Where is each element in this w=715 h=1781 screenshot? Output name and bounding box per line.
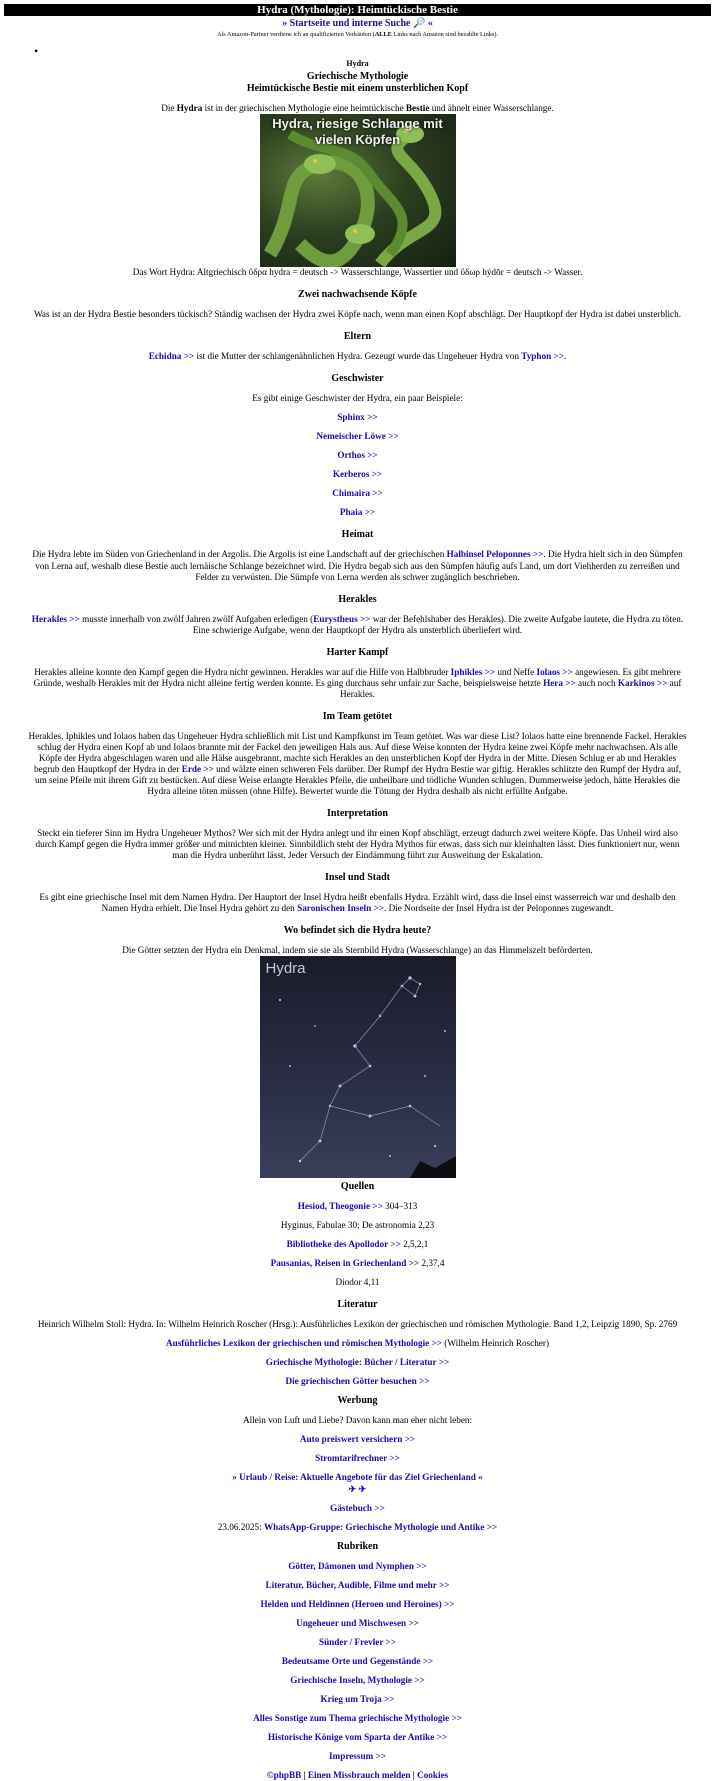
rubriken-list bbox=[28, 1561, 687, 1762]
link-sibling-kerberos[interactable]: Kerberos >> bbox=[332, 469, 383, 480]
heading-geschwister: Geschwister bbox=[331, 373, 384, 385]
quelle-hesiod bbox=[28, 1201, 687, 1212]
link-impressum[interactable]: Impressum >> bbox=[328, 1750, 386, 1761]
link-cookies[interactable]: Cookies bbox=[417, 1769, 449, 1780]
whatsapp-line bbox=[28, 1522, 687, 1533]
siblings-list bbox=[28, 412, 687, 518]
heading-rubriken: Rubriken bbox=[336, 1540, 379, 1552]
quelle-apollodor bbox=[28, 1239, 687, 1250]
herakles-text-a: musste innerhalb von zwölf Jahren zwölf Aufgaben erledigen ( bbox=[79, 613, 314, 624]
constellation-graphic bbox=[260, 956, 456, 1178]
kampf-text-c: angewiesen. Es gibt mehrere Gründe, weshalb Herakles mit der Hydra nicht alleine fertig werden konnte. Es ging durchaus sehr unfair zur Sache, beispielsweise hetzte bbox=[33, 666, 681, 688]
eltern-text-b: . bbox=[563, 351, 567, 362]
geschwister-text: Es gibt einige Geschwister der Hydra, ein paar Beispiele: bbox=[252, 393, 463, 404]
heading-herakles: Herakles bbox=[338, 593, 377, 605]
heute-text: Die Götter setzten der Hydra ein Denkmal, indem sie sie als Sternbild Hydra (Wasserschlange) an das Himmelszelt beförderten. bbox=[122, 945, 593, 956]
amazon-disclaimer-text: Als Amazon-Partner verdiene ich an qualifizierten Verkäufen ( bbox=[216, 31, 375, 38]
werbung-text: Allein von Luft und Liebe? Davon kann man eher nicht leben: bbox=[242, 1415, 473, 1426]
heading-heute: Wo befindet sich die Hydra heute? bbox=[283, 925, 432, 937]
heimat-text-a: Die Hydra lebte im Süden von Griechenland in der Argolis. Die Argolis ist eine Landschaft auf der griechischen bbox=[32, 549, 447, 560]
link-sibling-nemeischer-loewe[interactable]: Nemeischer Löwe >> bbox=[316, 431, 399, 442]
amazon-disclaimer-text-end: Links nach Amazon sind bezahlte Links). bbox=[391, 31, 499, 38]
link-sibling-orthos[interactable]: Orthos >> bbox=[337, 450, 378, 461]
intro-text bbox=[28, 103, 687, 114]
link-saronische-inseln[interactable]: Saronischen Inseln >> bbox=[297, 903, 384, 914]
link-rubrik-suender[interactable]: Sünder / Frevler >> bbox=[318, 1636, 397, 1647]
link-auto-versichern[interactable]: Auto preiswert versichern >> bbox=[299, 1434, 416, 1445]
herakles-text-b: war der Befehlshaber des Herakles). Die zweite Aufgabe lautete, die Hydra zu töten. Eine schwierige Aufgabe, wenn der Hauptkopf der Hydra als unsterblich überliefert wird. bbox=[192, 613, 684, 635]
literatur-text: Heinrich Wilhelm Stoll: Hydra. In: Wilhelm Heinrich Roscher (Hrsg.): Ausführliches Lexikon der griechischen und römischen Mythologie. Band 1,2, Leipzig 1890, Sp. 2769 bbox=[37, 1319, 678, 1330]
link-urlaub-griechenland[interactable] bbox=[232, 1472, 482, 1493]
heimat-text-b: . Die Hydra hielt sich in den Sümpfen von Lerna auf, weshalb diese Bestie auch lernäische Schlange bezeichnet wird. Die Hydra begab sich aus den Sümpfen häufig aufs Land, um dort Viehherden zu zerreißen und Felder zu verwüsten. Die Sümpfe von Lerna werden als schwer zugänglich beschrieben. bbox=[35, 549, 683, 582]
intro-bold-bestie: Bestie bbox=[405, 103, 430, 114]
heading-heimat: Heimat bbox=[341, 529, 374, 541]
heading-quellen: Quellen bbox=[340, 1181, 375, 1193]
link-erde[interactable]: Erde >> bbox=[181, 763, 214, 774]
airplane-icons: ✈ ✈ bbox=[348, 1483, 367, 1494]
kampf-text-b: und Neffe bbox=[495, 666, 537, 677]
herakles-text bbox=[28, 614, 687, 636]
link-phpbb[interactable]: ©phpBB bbox=[266, 1769, 302, 1780]
footer-separator-2: | bbox=[410, 1769, 418, 1780]
main-content bbox=[0, 39, 715, 1781]
top-nav bbox=[0, 18, 715, 30]
link-rubrik-literatur[interactable]: Literatur, Bücher, Audible, Filme und mehr >> bbox=[265, 1579, 450, 1590]
link-rubrik-sparta[interactable]: Historische Könige vom Sparta der Antike >> bbox=[267, 1731, 448, 1742]
link-missbrauch-melden[interactable]: Einen Missbrauch melden bbox=[307, 1769, 411, 1780]
link-rubrik-ungeheuer[interactable]: Ungeheuer und Mischwesen >> bbox=[296, 1617, 419, 1628]
whatsapp-date: 23.06.2025: bbox=[217, 1521, 264, 1532]
link-hesiod[interactable]: Hesiod, Theogonie >> bbox=[297, 1201, 383, 1212]
small-title: Hydra bbox=[346, 58, 369, 68]
link-stromtarifrechner[interactable]: Stromtarifrechner >> bbox=[315, 1453, 400, 1464]
link-lexikon[interactable]: Ausführliches Lexikon der griechischen und römischen Mythologie >> bbox=[165, 1338, 442, 1349]
link-apollodor[interactable]: Bibliotheke des Apollodor >> bbox=[286, 1239, 401, 1250]
link-rubrik-helden[interactable]: Helden und Heldinnen (Heroen und Heroines) >> bbox=[260, 1598, 455, 1609]
link-peloponnes[interactable]: Halbinsel Peloponnes >> bbox=[446, 549, 544, 560]
link-iolaos[interactable]: Iolaos >> bbox=[536, 666, 573, 677]
insel-text-b: . Die Nordseite der Insel Hydra ist der Peloponnes zugewandt. bbox=[383, 903, 614, 914]
intro-text-b: ist in der griechischen Mythologie eine heimtückische bbox=[202, 103, 406, 114]
link-pausanias[interactable]: Pausanias, Reisen in Griechenland >> bbox=[270, 1258, 420, 1269]
link-hera[interactable]: Hera >> bbox=[543, 677, 576, 688]
quelle-hesiod-text: 304–313 bbox=[382, 1201, 418, 1212]
bullet-marker: • bbox=[34, 44, 39, 58]
heading-koepfe: Zwei nachwachsende Köpfe bbox=[298, 289, 417, 301]
link-herakles[interactable]: Herakles >> bbox=[31, 613, 80, 624]
eltern-text bbox=[28, 351, 687, 362]
literatur-lexikon-text: (Wilhelm Heinrich Roscher) bbox=[441, 1338, 550, 1349]
page-title-bar bbox=[4, 4, 711, 16]
constellation-caption: Hydra bbox=[265, 960, 306, 978]
eltern-text-a: ist die Mutter der schlangenähnlichen Hydra. Gezeugt wurde das Ungeheuer Hydra von bbox=[194, 351, 522, 362]
interpretation-text: Steckt ein tieferer Sinn im Hydra Ungeheuer Mythos? Wer sich mit der Hydra anlegt und ihr einen Kopf abschlägt, erzeugt dadurch zwei weitere Köpfe. Das Unheil wird also durch Kampf gegen die Hydra immer größer und mitnichten kleiner. Sinnbildlich steht der Hydra Mythos für etwas, dass sich nur kleinhalten lässt. Dies funktioniert nur, wenn man die Hydra unberührt lässt. Jeder Versuch der Eindämmung führt zur Ausweitung der Eskalation. bbox=[35, 827, 680, 860]
team-text-b: und wälzte einen schweren Fels darüber. Der Rumpf der Hydra Bestie war giftig. Herakles schlitzte den Rumpf der Hydra auf, um seine Pfeile mit ihrem Gift zu bestücken. Auf diese Weise erlangte Herakles Pfeile, die unheilbare und tödliche Wunden schlugen. Dummerweise jedoch, hätte Herakles die Hydra alleine töten müssen (ohne Hilfe). Bewertet wurde die Tötung der Hydra deshalb als nicht erfüllte Aufgabe. bbox=[34, 763, 682, 796]
intro-text-a: Die bbox=[161, 103, 177, 114]
image-caption: Hydra, riesige Schlange mit vielen Köpfen bbox=[272, 116, 443, 148]
link-rubrik-troja[interactable]: Krieg um Troja >> bbox=[320, 1693, 395, 1704]
link-karkinos[interactable]: Karkinos >> bbox=[617, 677, 668, 688]
urlaub-link-text: » Urlaub / Reise: Aktuelle Angebote für das Ziel Griechenland « bbox=[232, 1472, 483, 1483]
kampf-text-e: auf Herakles. bbox=[340, 677, 682, 699]
quelle-hyginus: Hyginus, Fabulae 30; De astronomia 2,23 bbox=[280, 1220, 435, 1231]
intro-bold-hydra: Hydra bbox=[176, 103, 203, 114]
link-rubrik-orte[interactable]: Bedeutsame Orte und Gegenstände >> bbox=[281, 1655, 434, 1666]
link-typhon[interactable]: Typhon >> bbox=[521, 351, 564, 362]
link-rubrik-goetter[interactable]: Götter, Dämonen und Nymphen >> bbox=[288, 1560, 427, 1571]
kampf-text-a: Herakles alleine konnte den Kampf gegen die Hydra nicht gewinnen. Herakles war auf die Hilfe von Halbbruder bbox=[34, 666, 451, 677]
link-sibling-sphinx[interactable]: Sphinx >> bbox=[337, 412, 378, 423]
link-buecher-literatur[interactable]: Griechische Mythologie: Bücher / Literatur >> bbox=[265, 1357, 450, 1368]
heading-kampf: Harter Kampf bbox=[326, 646, 389, 658]
team-text-a: Herakles, Iphikles und Iolaos haben das Ungeheuer Hydra schließlich mit List und Kampfkunst im Team getötet. Was war diese List? Iolaos hatte eine brennende Fackel. Herakles schlug der Hydra einen Kopf ab und Iolaos brannte mit der Fackel den jeweiligen Hals aus. Auf diese Weise konnten der Hydra keine zwei Köpfe mehr nachwachsen. Als alle Köpfe der Hydra abgeschlagen waren und alle Hälse ausgebrannt, machte sich Herakles an den unsterblichen Kopf der Hydra in der Mitte. Diesen Schlug er ab und Herakles begrub den Hauptkopf der Hydra in der bbox=[28, 730, 687, 774]
link-eurystheus[interactable]: Eurystheus >> bbox=[313, 613, 371, 624]
quelle-pausanias bbox=[28, 1258, 687, 1269]
link-goetter-besuchen[interactable]: Die griechischen Götter besuchen >> bbox=[285, 1376, 430, 1387]
hydra-snake-image bbox=[260, 114, 456, 267]
home-search-link[interactable]: » Startseite und interne Suche 🔎 « bbox=[282, 18, 433, 29]
link-gaestebuch[interactable]: Gästebuch >> bbox=[330, 1502, 385, 1513]
footer-separator-1: | bbox=[301, 1769, 308, 1780]
link-rubrik-sonstiges[interactable]: Alles Sonstige zum Thema griechische Mythologie >> bbox=[253, 1712, 462, 1723]
amazon-disclaimer bbox=[0, 31, 715, 39]
quelle-diodor: Diodor 4,11 bbox=[335, 1277, 380, 1288]
footer bbox=[28, 1770, 687, 1781]
link-rubrik-inseln[interactable]: Griechische Inseln, Mythologie >> bbox=[290, 1674, 425, 1685]
insel-text bbox=[28, 892, 687, 914]
subtitle-1: Griechische Mythologie bbox=[306, 71, 409, 83]
literatur-lexikon bbox=[28, 1338, 687, 1349]
intro-text-c: und ähnelt einer Wasserschlange. bbox=[429, 103, 554, 114]
insel-text-a: Es gibt eine griechische Insel mit dem Namen Hydra. Der Hauptort der Insel Hydra heißt ebenfalls Hydra. Erzählt wird, dass die Insel einst wasserreich war und deshalb den Namen Hydra erhielt. Die Insel Hydra gehört zu den bbox=[39, 892, 676, 914]
heading-literatur: Literatur bbox=[337, 1299, 378, 1311]
link-echidna[interactable]: Echidna >> bbox=[148, 351, 195, 362]
etymology-text: Das Wort Hydra: Altgriechisch ὕδρα hydra = deutsch -> Wasserschlange, Wassertier und ὕδωρ hýdōr = deutsch -> Wasser. bbox=[132, 267, 583, 278]
constellation-image bbox=[260, 956, 456, 1178]
kampf-text bbox=[28, 667, 687, 700]
amazon-disclaimer-bold: ALLE bbox=[374, 31, 392, 38]
heading-eltern: Eltern bbox=[343, 331, 372, 343]
link-sibling-phaia[interactable]: Phaia >> bbox=[339, 507, 376, 518]
heimat-text bbox=[28, 549, 687, 582]
quelle-pausanias-text: 2,37,4 bbox=[419, 1258, 445, 1269]
link-whatsapp-gruppe[interactable]: WhatsApp-Gruppe: Griechische Mythologie und Antike >> bbox=[263, 1521, 498, 1532]
page-title: Hydra (Mythologie): Heimtückische Bestie bbox=[257, 4, 458, 16]
team-text bbox=[28, 731, 687, 797]
heading-interpretation: Interpretation bbox=[327, 807, 388, 819]
koepfe-text: Was ist an der Hydra Bestie besonders tückisch? Ständig wachsen der Hydra zwei Köpfe nach, wenn man einen Kopf abschlägt. Der Hauptkopf der Hydra ist dabei unsterblich. bbox=[33, 309, 682, 320]
heading-werbung: Werbung bbox=[337, 1395, 378, 1407]
heading-insel: Insel und Stadt bbox=[324, 872, 391, 884]
quelle-apollodor-text: 2,5,2,1 bbox=[400, 1239, 429, 1250]
kampf-text-d: auch noch bbox=[575, 677, 618, 688]
subtitle-2: Heimtückische Bestie mit einem unsterblichen Kopf bbox=[246, 83, 469, 95]
heading-team: Im Team getötet bbox=[322, 710, 393, 722]
link-sibling-chimaira[interactable]: Chimaira >> bbox=[332, 488, 383, 499]
link-iphikles[interactable]: Iphikles >> bbox=[450, 666, 496, 677]
